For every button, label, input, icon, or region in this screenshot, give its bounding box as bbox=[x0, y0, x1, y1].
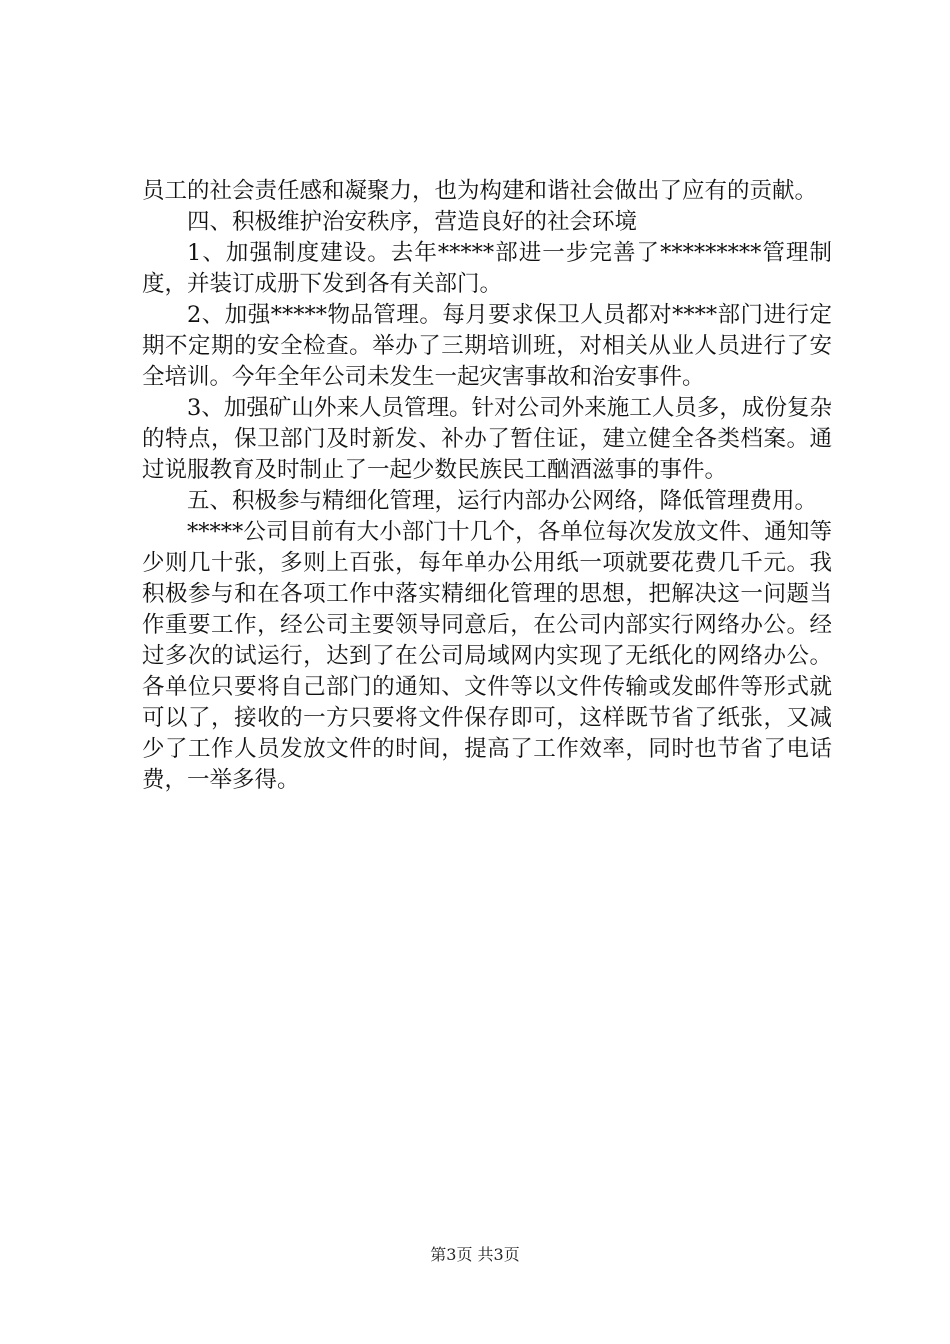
paragraph-item-3: 3、加强矿山外来人员管理。针对公司外来施工人员多，成份复杂的特点，保卫部门及时新发、补办了暂住证，建立健全各类档案。通过说服教育及时制止了一起少数民族民工酗酒滋事的事件。 bbox=[142, 395, 832, 483]
paragraph-item-1: 1、加强制度建设。去年*****部进一步完善了*********管理制度，并装订成册下发到各有关部门。 bbox=[142, 240, 832, 297]
document-body bbox=[142, 176, 832, 796]
paragraph-body: *****公司目前有大小部门十几个，各单位每次发放文件、通知等少则几十张，多则上百张，每年单办公用纸一项就要花费几千元。我积极参与和在各项工作中落实精细化管理的思想，把解决这一问题当作重要工作，经公司主要领导同意后，在公司内部实行网络办公。经过多次的试运行，达到了在公司局域网内实现了无纸化的网络办公。各单位只要将自己部门的通知、文件等以文件传输或发邮件等形式就可以了，接收的一方只要将文件保存即可，这样既节省了纸张，又减少了工作人员发放文件的时间，提高了工作效率，同时也节省了电话费，一举多得。 bbox=[142, 519, 832, 793]
section-heading-4: 四、积极维护治安秩序，营造良好的社会环境 bbox=[187, 209, 638, 235]
section-heading-5: 五、积极参与精细化管理，运行内部办公网络，降低管理费用。 bbox=[187, 488, 818, 514]
paragraph-item-2: 2、加强*****物品管理。每月要求保卫人员都对****部门进行定期不定期的安全检查。举办了三期培训班，对相关从业人员进行了安全培训。今年全年公司未发生一起灾害事故和治安事件。 bbox=[142, 302, 832, 390]
paragraph-continuation: 员工的社会责任感和凝聚力，也为构建和谐社会做出了应有的贡献。 bbox=[142, 178, 818, 204]
page-footer: 第3页 共3页 bbox=[430, 1245, 520, 1264]
